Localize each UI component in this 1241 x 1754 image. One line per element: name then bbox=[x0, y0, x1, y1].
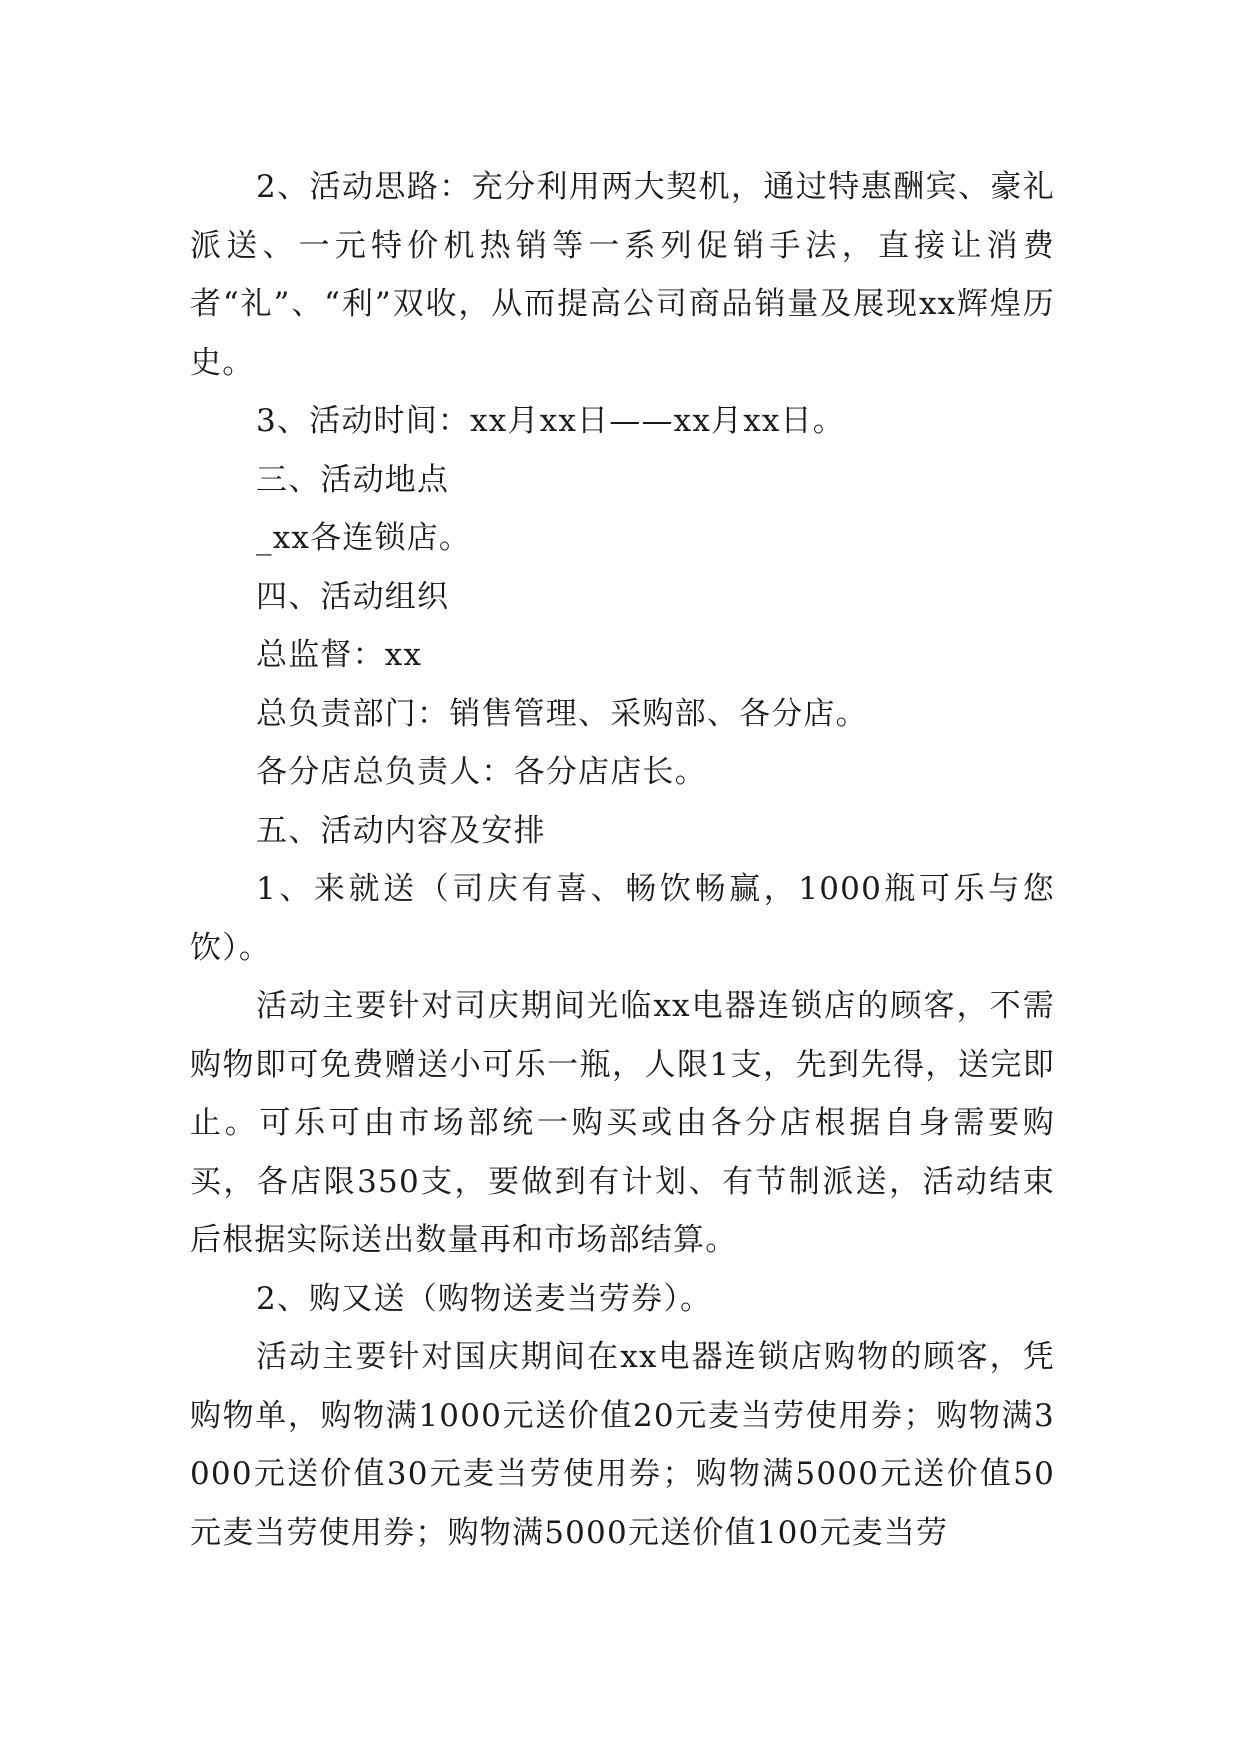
document-body bbox=[190, 158, 1055, 1562]
paragraph-activity-idea: 2、活动思路：充分利用两大契机，通过特惠酬宾、豪礼派送、一元特价机热销等一系列促销手法，直接让消费者“礼”、“利”双收，从而提高公司商品销量及展现xx辉煌历史。 bbox=[190, 169, 1055, 381]
paragraph-branch-leaders: 各分店总负责人：各分店店长。 bbox=[256, 754, 707, 790]
paragraph-location-detail: _xx各连锁店。 bbox=[256, 520, 472, 556]
paragraph-activity-time: 3、活动时间：xx月xx日——xx月xx日。 bbox=[256, 403, 845, 439]
heading-activity-content: 五、活动内容及安排 bbox=[256, 812, 546, 849]
paragraph-item-2-title: 2、购又送（购物送麦当劳券）。 bbox=[256, 1280, 713, 1317]
paragraph-responsible-departments: 总负责部门：销售管理、采购部、各分店。 bbox=[256, 695, 868, 732]
heading-activity-organization: 四、活动组织 bbox=[256, 578, 450, 615]
paragraph-item-1-detail: 活动主要针对司庆期间光临xx电器连锁店的顾客，不需购物即可免费赠送小可乐一瓶，人限1支，先到先得，送完即止。可乐可由市场部统一购买或由各分店根据自身需要购买，各店限350支，要做到有计划、有节制派送，活动结束后根据实际送出数量再和市场部结算。 bbox=[190, 988, 1055, 1258]
heading-activity-location: 三、活动地点 bbox=[256, 461, 450, 498]
paragraph-item-1-title: 1、来就送（司庆有喜、畅饮畅赢，1000瓶可乐与您饮）。 bbox=[190, 871, 1055, 966]
paragraph-item-2-detail: 活动主要针对国庆期间在xx电器连锁店购物的顾客，凭购物单，购物满1000元送价值20元麦当劳使用券；购物满3000元送价值30元麦当劳使用券；购物满5000元送价值50元麦当劳使用券；购物满5000元送价值100元麦当劳 bbox=[190, 1339, 1055, 1551]
paragraph-general-supervisor: 总监督：xx bbox=[256, 637, 423, 673]
